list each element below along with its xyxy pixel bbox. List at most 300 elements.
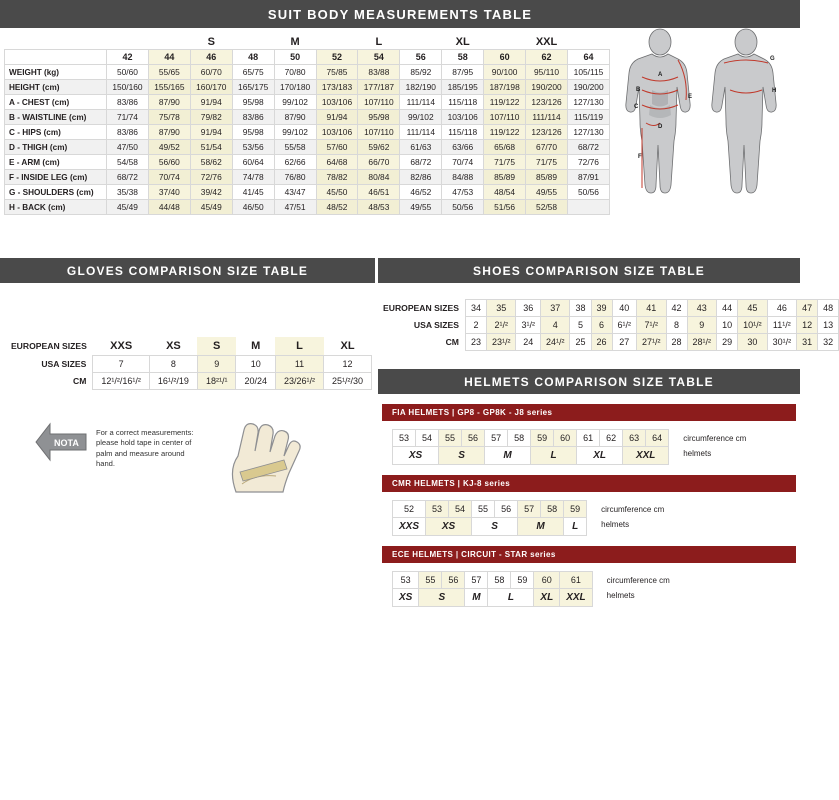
suit-size-label: M <box>290 36 300 48</box>
suit-cell: 60/64 <box>232 155 274 170</box>
suit-cell: 75/85 <box>316 65 358 80</box>
shoes-cell: 35 <box>486 300 516 317</box>
suit-cell: 48/52 <box>316 200 358 215</box>
gloves-size-table <box>3 337 372 390</box>
suit-cell: 160/170 <box>190 80 232 95</box>
suit-cell: 170/180 <box>274 80 316 95</box>
suit-row-label: G - SHOULDERS (cm) <box>5 185 107 200</box>
suit-cell: 59/62 <box>358 140 400 155</box>
gloves-cell: XS <box>166 340 181 352</box>
helmets-container <box>378 404 800 607</box>
shoes-cell: 36 <box>516 300 541 317</box>
suit-cell: 70/74 <box>442 155 484 170</box>
suit-cell: 111/114 <box>526 110 568 125</box>
helmet-size-cell: S <box>472 518 518 536</box>
shoes-cell: 10¹/² <box>738 317 768 334</box>
suit-cell: 85/89 <box>484 170 526 185</box>
suit-cell: 53/56 <box>232 140 274 155</box>
helmet-size-cell: XS <box>393 589 419 607</box>
shoes-cell: 30¹/² <box>767 334 797 351</box>
suit-cell: 35/38 <box>107 185 149 200</box>
suit-cell: 107/110 <box>358 95 400 110</box>
shoes-cell: 48 <box>818 300 839 317</box>
shoes-cell: 24 <box>516 334 541 351</box>
helmet-circumference-cell: 61 <box>560 572 592 589</box>
helmet-size-table <box>392 500 587 536</box>
shoes-cell: 31 <box>797 334 818 351</box>
suit-size-label: L <box>375 36 383 48</box>
suit-cell: 173/183 <box>316 80 358 95</box>
gloves-note <box>34 414 375 500</box>
svg-text:D: D <box>658 124 663 130</box>
table-row <box>393 447 669 465</box>
shoes-cell: 44 <box>717 300 738 317</box>
suit-size-number: 54 <box>358 50 400 65</box>
helmet-note-helmets: helmets <box>683 449 712 459</box>
shoes-cell: 32 <box>818 334 839 351</box>
helmet-circumference-cell: 60 <box>534 572 560 589</box>
helmet-circumference-cell: 56 <box>442 572 465 589</box>
gloves-row-label: CM <box>73 376 87 386</box>
helmet-circumference-cell: 58 <box>488 572 511 589</box>
helmet-circumference-cell: 55 <box>439 430 462 447</box>
svg-text:G: G <box>770 56 775 62</box>
svg-text:A: A <box>658 72 663 78</box>
suit-cell: 95/110 <box>526 65 568 80</box>
suit-row-label: F - INSIDE LEG (cm) <box>5 170 107 185</box>
suit-size-label: S <box>207 36 215 48</box>
suit-cell: 127/130 <box>567 95 609 110</box>
suit-size-number: 42 <box>107 50 149 65</box>
suit-cell: 41/45 <box>232 185 274 200</box>
suit-cell: 63/66 <box>442 140 484 155</box>
suit-cell: 45/49 <box>190 200 232 215</box>
shoes-cell: 43 <box>687 300 717 317</box>
gloves-cell: XL <box>340 340 355 352</box>
suit-cell: 95/98 <box>232 125 274 140</box>
suit-cell: 51/54 <box>190 140 232 155</box>
gloves-cell: 7 <box>93 356 150 373</box>
suit-cell: 45/49 <box>107 200 149 215</box>
suit-cell: 49/55 <box>526 185 568 200</box>
suit-cell: 64/68 <box>316 155 358 170</box>
suit-size-label <box>400 34 442 50</box>
suit-cell: 123/126 <box>526 95 568 110</box>
suit-row-label: H - BACK (cm) <box>5 200 107 215</box>
suit-cell: 67/70 <box>526 140 568 155</box>
shoes-cell: 41 <box>637 300 667 317</box>
suit-size-label <box>232 34 274 50</box>
helmet-size-cell: XS <box>426 518 472 536</box>
suit-size-number: 60 <box>484 50 526 65</box>
suit-cell: 99/102 <box>274 95 316 110</box>
gloves-section-title: GLOVES COMPARISON SIZE TABLE <box>0 258 375 283</box>
helmet-circumference-cell: 57 <box>485 430 508 447</box>
helmet-note-circumference: circumference cm <box>606 576 670 585</box>
suit-cell: 72/76 <box>567 155 609 170</box>
suit-cell: 37/40 <box>148 185 190 200</box>
suit-cell: 61/63 <box>400 140 442 155</box>
helmet-size-cell: XXL <box>623 447 669 465</box>
suit-size-label <box>567 34 609 50</box>
suit-size-number: 44 <box>148 50 190 65</box>
helmet-note-circumference: circumference cm <box>683 434 747 443</box>
suit-cell: 119/122 <box>484 125 526 140</box>
nota-arrow-icon <box>34 414 90 470</box>
helmet-circumference-cell: 58 <box>541 501 564 518</box>
suit-cell: 47/51 <box>274 200 316 215</box>
suit-cell: 71/75 <box>484 155 526 170</box>
helmet-circumference-cell: 60 <box>554 430 577 447</box>
helmet-size-cell: XXL <box>560 589 592 607</box>
gloves-cell: 12 <box>324 356 372 373</box>
helmet-size-cell: S <box>439 447 485 465</box>
suit-size-number: 48 <box>232 50 274 65</box>
suit-cell: 190/200 <box>526 80 568 95</box>
suit-cell: 85/89 <box>526 170 568 185</box>
suit-cell: 78/82 <box>316 170 358 185</box>
nota-badge-label: NOTA <box>54 438 79 448</box>
suit-cell: 190/200 <box>567 80 609 95</box>
hand-measure-icon <box>216 414 308 500</box>
mannequin-svg <box>612 28 800 253</box>
table-row <box>3 373 372 390</box>
shoes-cell: 4 <box>540 317 570 334</box>
helmet-circumference-cell: 53 <box>426 501 449 518</box>
helmet-size-cell: S <box>419 589 465 607</box>
table-row <box>378 300 839 317</box>
shoes-cell: 8 <box>666 317 687 334</box>
suit-cell: 182/190 <box>400 80 442 95</box>
helmet-size-table <box>392 429 669 465</box>
suit-cell: 52/58 <box>526 200 568 215</box>
suit-cell: 72/76 <box>190 170 232 185</box>
shoes-cell: 47 <box>797 300 818 317</box>
shoes-cell: 27 <box>612 334 637 351</box>
helmets-section-title: HELMETS COMPARISON SIZE TABLE <box>378 369 800 394</box>
suit-cell: 83/88 <box>358 65 400 80</box>
suit-section-title: SUIT BODY MEASUREMENTS TABLE <box>0 0 800 28</box>
shoes-cell: 10 <box>717 317 738 334</box>
suit-cell: 57/60 <box>316 140 358 155</box>
suit-cell: 71/74 <box>107 110 149 125</box>
shoes-cell: 5 <box>570 317 591 334</box>
shoes-cell: 6¹/² <box>612 317 637 334</box>
suit-cell: 82/86 <box>400 170 442 185</box>
shoes-cell: 30 <box>738 334 768 351</box>
shoes-cell: 29 <box>717 334 738 351</box>
table-row <box>393 572 593 589</box>
suit-cell: 115/118 <box>442 125 484 140</box>
suit-size-label <box>148 34 190 50</box>
suit-cell: 123/126 <box>526 125 568 140</box>
suit-row-label: HEIGHT (cm) <box>5 80 107 95</box>
svg-text:F: F <box>638 154 642 160</box>
shoes-cell: 2 <box>465 317 486 334</box>
suit-cell: 103/106 <box>316 95 358 110</box>
suit-cell: 51/56 <box>484 200 526 215</box>
suit-row-label: C - HIPS (cm) <box>5 125 107 140</box>
suit-cell: 165/175 <box>232 80 274 95</box>
suit-cell: 91/94 <box>190 95 232 110</box>
nota-text: For a correct measurements: please hold tape in center of palm and measure around hand. <box>96 428 194 468</box>
suit-cell: 45/50 <box>316 185 358 200</box>
suit-size-number: 52 <box>316 50 358 65</box>
suit-cell: 68/72 <box>107 170 149 185</box>
suit-cell: 54/58 <box>107 155 149 170</box>
shoes-cell: 46 <box>767 300 797 317</box>
table-row <box>3 337 372 356</box>
helmet-circumference-cell: 55 <box>419 572 442 589</box>
suit-size-number-row <box>5 50 610 65</box>
suit-cell: 80/84 <box>358 170 400 185</box>
table-row <box>378 317 839 334</box>
helmet-circumference-cell: 63 <box>623 430 646 447</box>
suit-size-number: 64 <box>567 50 609 65</box>
helmet-circumference-cell: 52 <box>393 501 426 518</box>
gloves-row-label: USA SIZES <box>41 359 87 369</box>
helmet-circumference-cell: 54 <box>416 430 439 447</box>
helmet-note-helmets: helmets <box>606 591 635 601</box>
helmet-size-cell: L <box>564 518 587 536</box>
suit-size-number: 50 <box>274 50 316 65</box>
table-row <box>5 155 610 170</box>
svg-text:B: B <box>636 87 641 93</box>
suit-cell: 99/102 <box>274 125 316 140</box>
suit-cell: 90/100 <box>484 65 526 80</box>
gloves-cell: 25¹/²/30 <box>324 373 372 390</box>
helmet-circumference-cell: 53 <box>393 430 416 447</box>
helmet-circumference-cell: 61 <box>577 430 600 447</box>
gloves-cell: 23/26¹/² <box>275 373 323 390</box>
suit-cell: 115/119 <box>567 110 609 125</box>
table-row <box>5 80 610 95</box>
helmet-circumference-cell: 59 <box>564 501 587 518</box>
suit-cell: 83/86 <box>107 95 149 110</box>
suit-row-label: E - ARM (cm) <box>5 155 107 170</box>
suit-cell: 49/52 <box>148 140 190 155</box>
shoes-row-label: USA SIZES <box>413 320 459 330</box>
helmet-size-cell: M <box>518 518 564 536</box>
suit-cell: 46/51 <box>358 185 400 200</box>
helmet-size-cell: M <box>465 589 488 607</box>
suit-cell: 66/70 <box>358 155 400 170</box>
suit-cell: 76/80 <box>274 170 316 185</box>
suit-cell: 62/66 <box>274 155 316 170</box>
suit-cell: 91/94 <box>190 125 232 140</box>
gloves-cell: 10 <box>236 356 276 373</box>
helmet-size-cell: XL <box>534 589 560 607</box>
helmet-circumference-cell: 58 <box>508 430 531 447</box>
helmet-circumference-cell: 57 <box>465 572 488 589</box>
suit-size-label <box>107 34 149 50</box>
suit-cell: 84/88 <box>442 170 484 185</box>
suit-cell: 91/94 <box>316 110 358 125</box>
shoes-cell: 7¹/² <box>637 317 667 334</box>
helmet-circumference-cell: 62 <box>600 430 623 447</box>
suit-size-number: 62 <box>526 50 568 65</box>
shoes-cell: 23¹/² <box>486 334 516 351</box>
helmet-circumference-cell: 59 <box>531 430 554 447</box>
suit-cell: 71/75 <box>526 155 568 170</box>
helmet-size-cell: XL <box>577 447 623 465</box>
helmet-circumference-cell: 53 <box>393 572 419 589</box>
suit-cell: 50/56 <box>567 185 609 200</box>
helmet-circumference-cell: 54 <box>449 501 472 518</box>
suit-cell: 47/53 <box>442 185 484 200</box>
suit-measurements-table <box>4 34 610 215</box>
gloves-cell: M <box>251 340 261 352</box>
right-column <box>378 258 834 607</box>
suit-size-label: XL <box>455 36 470 48</box>
helmet-circumference-cell: 56 <box>462 430 485 447</box>
table-row <box>5 95 610 110</box>
gloves-cell: 11 <box>275 356 323 373</box>
suit-cell: 85/92 <box>400 65 442 80</box>
shoes-cell: 38 <box>570 300 591 317</box>
shoes-cell: 28 <box>666 334 687 351</box>
gloves-cell: 20/24 <box>236 373 276 390</box>
suit-cell: 44/48 <box>148 200 190 215</box>
suit-cell: 87/91 <box>567 170 609 185</box>
section-divider <box>0 253 800 256</box>
table-row <box>5 110 610 125</box>
helmet-circumference-cell: 57 <box>518 501 541 518</box>
shoes-cell: 2¹/² <box>486 317 516 334</box>
shoes-cell: 45 <box>738 300 768 317</box>
suit-cell: 70/80 <box>274 65 316 80</box>
suit-cell: 65/68 <box>484 140 526 155</box>
suit-cell: 48/54 <box>484 185 526 200</box>
svg-text:C: C <box>634 104 639 110</box>
suit-cell: 48/53 <box>358 200 400 215</box>
suit-cell: 95/98 <box>232 95 274 110</box>
shoes-cell: 23 <box>465 334 486 351</box>
shoes-cell: 26 <box>591 334 612 351</box>
shoes-cell: 40 <box>612 300 637 317</box>
suit-cell: 87/90 <box>148 125 190 140</box>
table-row <box>3 356 372 373</box>
table-row <box>393 518 587 536</box>
helmet-size-cell: L <box>488 589 534 607</box>
table-row <box>378 334 839 351</box>
shoes-size-table <box>378 299 839 351</box>
suit-cell: 95/98 <box>358 110 400 125</box>
table-row <box>393 501 587 518</box>
suit-cell: 68/72 <box>400 155 442 170</box>
suit-cell: 56/60 <box>148 155 190 170</box>
shoes-cell: 37 <box>540 300 570 317</box>
suit-cell: 87/90 <box>274 110 316 125</box>
gloves-cell: 9 <box>197 356 236 373</box>
gloves-cell: S <box>197 337 236 356</box>
suit-cell: 119/122 <box>484 95 526 110</box>
helmet-series-title: CMR HELMETS | KJ-8 series <box>382 475 796 492</box>
table-row <box>5 125 610 140</box>
suit-cell: 187/198 <box>484 80 526 95</box>
suit-cell: 111/114 <box>400 95 442 110</box>
suit-cell: 74/78 <box>232 170 274 185</box>
table-row <box>5 140 610 155</box>
shoes-cell: 13 <box>818 317 839 334</box>
suit-size-label-row <box>5 34 610 50</box>
helmet-size-cell: XS <box>393 447 439 465</box>
shoes-cell: 24¹/² <box>540 334 570 351</box>
helmet-circumference-cell: 56 <box>495 501 518 518</box>
suit-cell: 50/60 <box>107 65 149 80</box>
helmet-size-cell: M <box>485 447 531 465</box>
mannequin-figures <box>612 28 800 253</box>
suit-size-label <box>316 34 358 50</box>
suit-section <box>0 28 800 253</box>
suit-size-number: 56 <box>400 50 442 65</box>
suit-cell: 39/42 <box>190 185 232 200</box>
shoes-cell: 12 <box>797 317 818 334</box>
gloves-cell: 12¹/²/16¹/² <box>93 373 150 390</box>
suit-cell: 111/114 <box>400 125 442 140</box>
suit-cell: 115/118 <box>442 95 484 110</box>
shoes-cell: 42 <box>666 300 687 317</box>
gloves-cell: 18²¹/¹ <box>197 373 236 390</box>
suit-cell: 83/86 <box>232 110 274 125</box>
suit-cell <box>567 200 609 215</box>
shoes-cell: 9 <box>687 317 717 334</box>
shoes-cell: 28¹/² <box>687 334 717 351</box>
suit-cell: 79/82 <box>190 110 232 125</box>
suit-cell: 58/62 <box>190 155 232 170</box>
gloves-row-label: EUROPEAN SIZES <box>10 341 87 352</box>
suit-cell: 83/86 <box>107 125 149 140</box>
suit-cell: 87/95 <box>442 65 484 80</box>
suit-cell: 68/72 <box>567 140 609 155</box>
helmet-size-cell: XXS <box>393 518 426 536</box>
suit-cell: 155/165 <box>148 80 190 95</box>
suit-cell: 60/70 <box>190 65 232 80</box>
suit-cell: 127/130 <box>567 125 609 140</box>
suit-cell: 185/195 <box>442 80 484 95</box>
helmet-circumference-cell: 55 <box>472 501 495 518</box>
suit-size-label: XXL <box>535 36 558 48</box>
suit-cell: 50/56 <box>442 200 484 215</box>
suit-size-number: 58 <box>442 50 484 65</box>
shoes-cell: 27¹/² <box>637 334 667 351</box>
shoes-row-label: EUROPEAN SIZES <box>383 303 459 313</box>
helmet-note-helmets: helmets <box>601 520 630 530</box>
suit-cell: 46/50 <box>232 200 274 215</box>
gloves-cell: 8 <box>149 356 197 373</box>
suit-cell: 75/78 <box>148 110 190 125</box>
helmet-note-circumference: circumference cm <box>601 505 665 514</box>
shoes-cell: 39 <box>591 300 612 317</box>
svg-text:H: H <box>772 88 777 94</box>
suit-row-label: B - WAISTLINE (cm) <box>5 110 107 125</box>
gloves-cell: 16¹/²/19 <box>149 373 197 390</box>
svg-text:E: E <box>688 94 693 100</box>
suit-cell: 49/55 <box>400 200 442 215</box>
shoes-cell: 3¹/² <box>516 317 541 334</box>
helmet-circumference-cell: 64 <box>646 430 669 447</box>
suit-cell: 105/115 <box>567 65 609 80</box>
suit-table-container <box>0 28 612 253</box>
gloves-cell: L <box>275 337 323 356</box>
helmet-series-title: FIA HELMETS | GP8 - GP8K - J8 series <box>382 404 796 421</box>
suit-cell: 87/90 <box>148 95 190 110</box>
suit-cell: 70/74 <box>148 170 190 185</box>
suit-cell: 103/106 <box>442 110 484 125</box>
shoes-section-title: SHOES COMPARISON SIZE TABLE <box>378 258 800 283</box>
table-row <box>5 170 610 185</box>
shoes-cell: 25 <box>570 334 591 351</box>
